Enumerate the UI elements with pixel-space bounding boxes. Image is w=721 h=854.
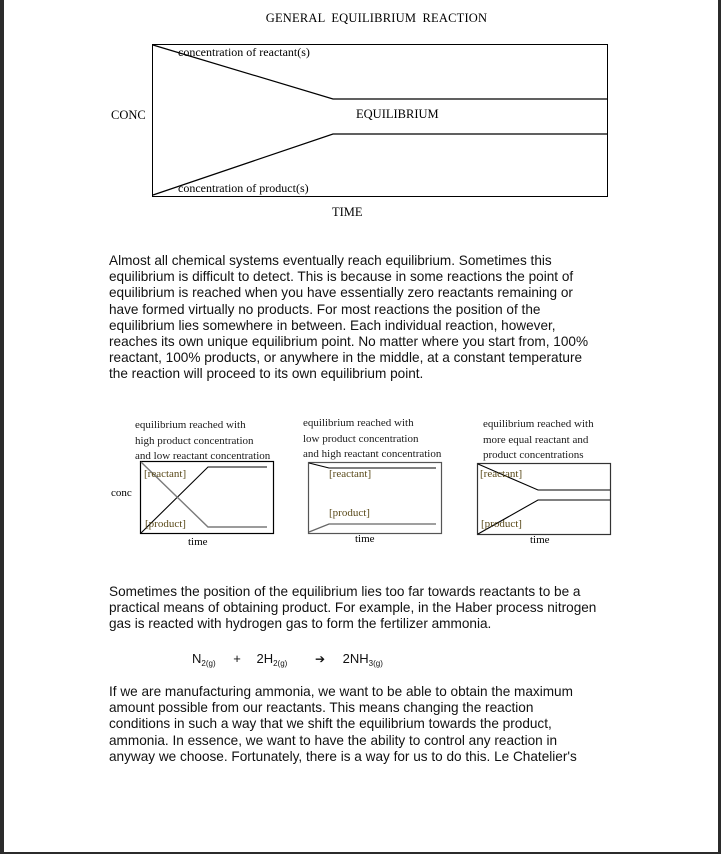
manufacturing-paragraph bbox=[109, 684, 629, 765]
arrow-right-icon: ➔ bbox=[314, 652, 326, 666]
small-chart-3-header bbox=[483, 417, 594, 464]
formula-subscript: 2(g) bbox=[273, 659, 288, 668]
formula-text: N bbox=[192, 651, 202, 666]
intro-paragraph bbox=[109, 253, 629, 383]
haber-equation bbox=[192, 651, 383, 668]
reactant-curve-label: concentration of reactant(s) bbox=[178, 45, 310, 59]
equation-reactant-h2 bbox=[256, 651, 287, 668]
equilibrium-label: EQUILIBRIUM bbox=[356, 107, 439, 121]
small-chart-2-product-label: [product] bbox=[329, 507, 370, 519]
formula-text: 2H bbox=[256, 651, 274, 666]
paragraph-line: equilibrium is reached when you have essentially zero reactants remaining or bbox=[109, 285, 573, 301]
small-chart-2-x-axis-label: time bbox=[355, 533, 375, 545]
header-line: and low reactant concentration bbox=[135, 450, 271, 462]
paragraph-line: amount possible from our reactants. This means changing the reaction bbox=[109, 700, 534, 716]
haber-paragraph bbox=[109, 584, 629, 633]
small-chart-3-x-axis-label: time bbox=[530, 534, 550, 546]
header-line: more equal reactant and bbox=[483, 433, 589, 446]
paragraph-line: practical means of obtaining product. For example, in the Haber process nitrogen bbox=[109, 600, 597, 616]
equation-plus: + bbox=[233, 651, 241, 666]
header-line: high product concentration bbox=[135, 434, 254, 447]
paragraph-line: equilibrium lies somewhere in between. Each individual reaction, however, bbox=[109, 317, 556, 333]
paragraph-line: reaches its own unique equilibrium point. No matter where you start from, 100% bbox=[109, 334, 589, 350]
product-curve-label: concentration of product(s) bbox=[178, 181, 309, 195]
equation-product-nh3 bbox=[343, 651, 383, 668]
small-chart-1-x-axis-label: time bbox=[188, 536, 208, 548]
chart-title: GENERAL EQUILIBRIUM REACTION bbox=[265, 11, 488, 25]
header-line: equilibrium reached with bbox=[483, 418, 594, 430]
paragraph-line: Sometimes the position of the equilibrium lies too far towards reactants to be a bbox=[109, 584, 581, 599]
paragraph-line: Almost all chemical systems eventually reach equilibrium. Sometimes this bbox=[109, 253, 552, 268]
small-charts-y-axis-label: conc bbox=[111, 487, 132, 499]
small-chart-3-product-label: [product] bbox=[481, 518, 522, 530]
small-chart-1-header bbox=[135, 418, 270, 465]
small-chart-2-header bbox=[303, 416, 441, 463]
header-line: product concentrations bbox=[483, 449, 584, 461]
main-y-axis-label: CONC bbox=[111, 108, 146, 122]
header-line: equilibrium reached with bbox=[303, 417, 414, 429]
paragraph-line: equilibrium is difficult to detect. This is because in some reactions the point of bbox=[109, 269, 574, 285]
formula-subscript: 3(g) bbox=[368, 659, 383, 668]
small-chart-2-reactant-label: [reactant] bbox=[329, 468, 372, 480]
paragraph-line: reactant, 100% products, or anywhere in the middle, at a constant temperature bbox=[109, 350, 583, 366]
paragraph-line: ammonia. In essence, we want to have the ability to control any reaction in bbox=[109, 732, 558, 748]
small-chart-1-product-label: [product] bbox=[145, 518, 186, 530]
small-chart-3-reactant-label: [reactant] bbox=[480, 468, 523, 480]
header-line: equilibrium reached with bbox=[135, 419, 246, 431]
paragraph-line: conditions in such a way that we shift the equilibrium towards the product, bbox=[109, 716, 552, 732]
main-x-axis-label: TIME bbox=[332, 205, 363, 219]
small-chart-1-reactant-label: [reactant] bbox=[144, 468, 187, 480]
paragraph-line: If we are manufacturing ammonia, we want to be able to obtain the maximum bbox=[109, 684, 573, 699]
paragraph-line: anyway we choose. Fortunately, there is a way for us to do this. Le Chatelier's bbox=[109, 748, 577, 764]
formula-subscript: 2(g) bbox=[201, 659, 216, 668]
header-line: low product concentration bbox=[303, 432, 419, 445]
equation-reactant-n2 bbox=[192, 651, 216, 668]
formula-text: 2NH bbox=[342, 651, 369, 666]
header-line: and high reactant concentration bbox=[303, 448, 442, 460]
document-page bbox=[4, 0, 718, 852]
paragraph-line: have formed virtually no products. For most reactions the position of the bbox=[109, 301, 541, 317]
paragraph-line: the reaction will proceed to its own equilibrium point. bbox=[109, 366, 424, 382]
paragraph-line: gas is reacted with hydrogen gas to form the fertilizer ammonia. bbox=[109, 616, 492, 632]
